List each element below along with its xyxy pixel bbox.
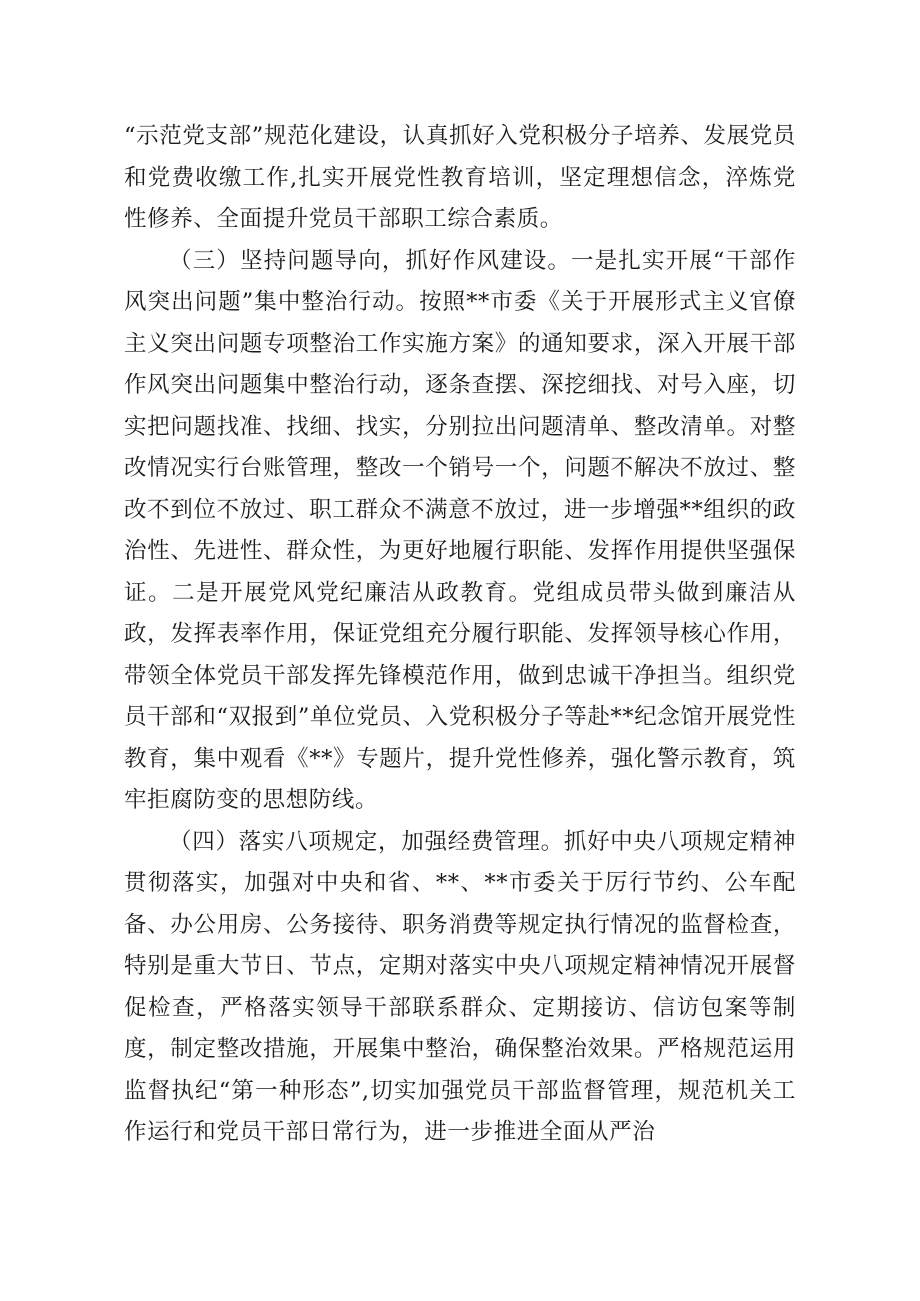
document-body	[124, 116, 796, 1154]
paragraph-1: “示范党支部”规范化建设，认真抓好入党积极分子培养、发展党员和党费收缴工作,扎实开展党性教育培训，坚定理想信念，淬炼党性修养、全面提升党员干部职工综合素质。	[124, 123, 796, 232]
paragraph-2: （三）坚持问题导向，抓好作风建设。一是扎实开展“干部作风突出问题”集中整治行动。按照**市委《关于开展形式主义官僚主义突出问题专项整治工作实施方案》的通知要求，深入开展干部作风突出问题集中整治行动，逐条查摆、深挖细找、对号入座，切实把问题找准、找细、找实，分别拉出问题清单、整改清单。对整改情况实行台账管理，整改一个销号一个，问题不解决不放过、整改不到位不放过、职工群众不满意不放过，进一步增强**组织的政治性、先进性、群众性，为更好地履行职能、发挥作用提供坚强保证。二是开展党风党纪廉洁从政教育。党组成员带头做到廉洁从政，发挥表率作用，保证党组充分履行职能、发挥领导核心作用，带领全体党员干部发挥先锋模范作用，做到忠诚干净担当。组织党员干部和“双报到”单位党员、入党积极分子等赴**纪念馆开展党性教育，集中观看《**》专题片，提升党性修养，强化警示教育，筑牢拒腐防变的思想防线。	[124, 247, 796, 813]
paragraph-3: （四）落实八项规定，加强经费管理。抓好中央八项规定精神贯彻落实，加强对中央和省、**、**市委关于厉行节约、公车配备、办公用房、公务接待、职务消费等规定执行情况的监督检查，特别是重大节日、节点，定期对落实中央八项规定精神情况开展督促检查，严格落实领导干部联系群众、定期接访、信访包案等制度，制定整改措施，开展集中整治，确保整治效果。严格规范运用监督执纪“第一种形态”,切实加强党员干部监督管理，规范机关工作运行和党员干部日常行为，进一步推进全面从严治	[124, 828, 796, 1145]
